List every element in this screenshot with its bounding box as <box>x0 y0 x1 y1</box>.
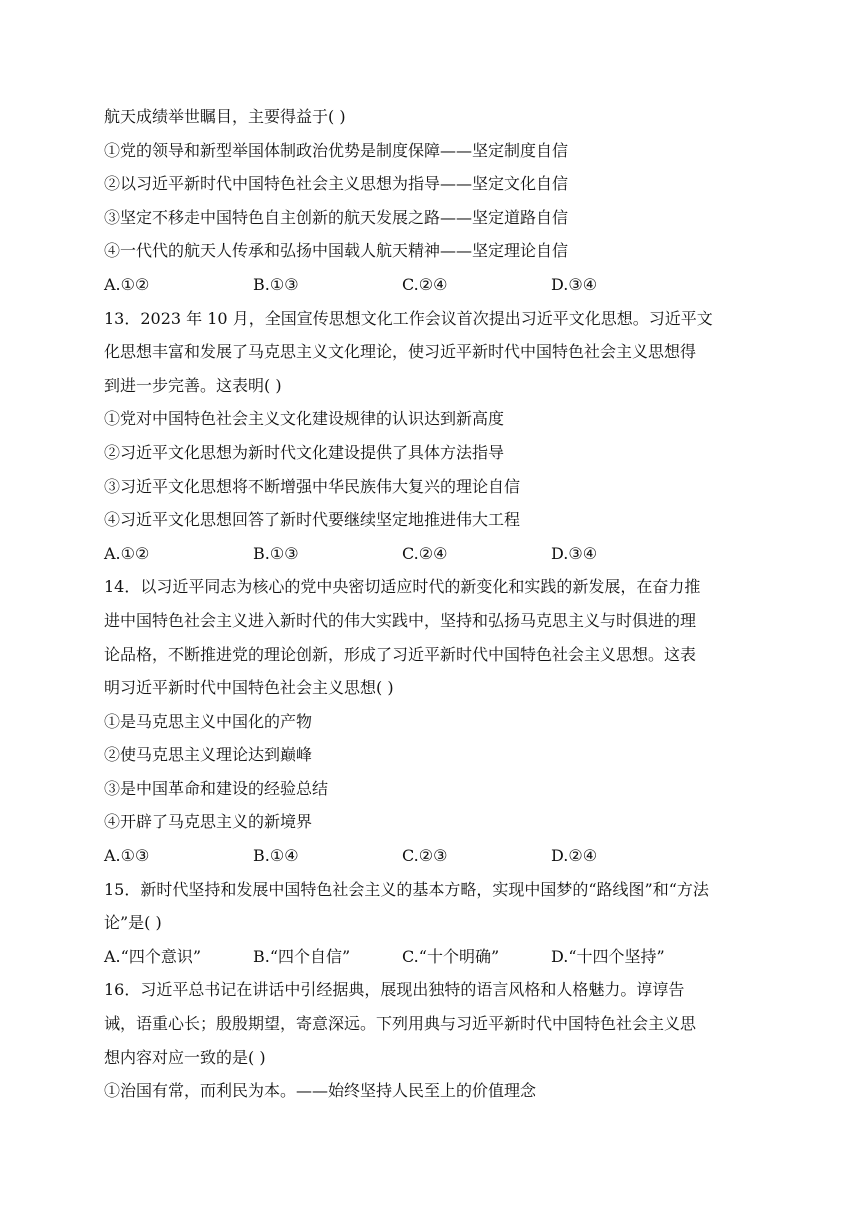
answer-choice-b: B.①③ <box>253 543 299 563</box>
question-text-line: 化思想丰富和发展了马克思主义文化理论，使习近平新时代中国特色社会主义思想得 <box>104 342 697 362</box>
answer-choice-c: C.②④ <box>402 543 448 563</box>
question-q14 <box>104 570 754 872</box>
question-text-line: 进中国特色社会主义进入新时代的伟大实践中，坚持和弘扬马克思主义与时俱进的理 <box>104 610 697 630</box>
question-text-line: ②习近平文化思想为新时代文化建设提供了具体方法指导 <box>104 442 505 462</box>
answer-choice-d: D.②④ <box>551 846 598 866</box>
answer-choices <box>104 940 754 974</box>
question-q15 <box>104 873 754 974</box>
answer-choice-d: D.③④ <box>551 274 598 294</box>
answer-choice-c: C.“十个明确” <box>402 946 500 966</box>
answer-choice-a: A.①③ <box>104 846 150 866</box>
answer-choice-c: C.②③ <box>402 846 448 866</box>
question-text-line: ①党对中国特色社会主义文化建设规律的认识达到新高度 <box>104 409 505 429</box>
answer-choice-b: B.“四个自信” <box>253 946 351 966</box>
question-text-line: ①党的领导和新型举国体制政治优势是制度保障——坚定制度自信 <box>104 140 569 160</box>
question-text-line: ④习近平文化思想回答了新时代要继续坚定地推进伟大工程 <box>104 510 521 530</box>
answer-choices <box>104 268 754 302</box>
question-text-line: ④一代代的航天人传承和弘扬中国载人航天精神——坚定理论自信 <box>104 241 569 261</box>
answer-choice-a: A.“四个意识” <box>104 946 202 966</box>
answer-choice-a: A.①② <box>104 274 150 294</box>
question-text-line: 到进一步完善。这表明( ) <box>104 375 282 395</box>
answer-choice-b: B.①④ <box>253 846 299 866</box>
question-text-line: 明习近平新时代中国特色社会主义思想( ) <box>104 678 394 698</box>
question-stem-line: 16．习近平总书记在讲话中引经据典，展现出独特的语言风格和人格魅力。谆谆告 <box>104 980 685 1000</box>
question-text-line: ③习近平文化思想将不断增强中华民族伟大复兴的理论自信 <box>104 476 521 496</box>
question-content <box>104 100 754 1108</box>
question-text-line: ①治国有常，而利民为本。——始终坚持人民至上的价值理念 <box>104 1081 537 1101</box>
answer-choice-d: D.“十四个坚持” <box>551 946 665 966</box>
question-text-line: 想内容对应一致的是( ) <box>104 1047 266 1067</box>
question-text-line: ③坚定不移走中国特色自主创新的航天发展之路——坚定道路自信 <box>104 207 569 227</box>
question-q13 <box>104 302 754 571</box>
question-stem-line: 航天成绩举世瞩目，主要得益于( ) <box>104 107 346 126</box>
answer-choices <box>104 839 754 873</box>
question-q12-tail <box>104 100 754 302</box>
question-text-line: ④开辟了马克思主义的新境界 <box>104 812 313 832</box>
question-stem-line: 13．2023 年 10 月，全国宣传思想文化工作会议首次提出习近平文化思想。习近平文 <box>104 308 713 328</box>
answer-choice-b: B.①③ <box>253 274 299 294</box>
answer-choice-c: C.②④ <box>402 274 448 294</box>
answer-choice-a: A.①② <box>104 543 150 563</box>
question-stem-line: 15．新时代坚持和发展中国特色社会主义的基本方略，实现中国梦的“路线图”和“方法 <box>104 879 709 899</box>
question-stem-line: 14．以习近平同志为核心的党中央密切适应时代的新变化和实践的新发展，在奋力推 <box>104 577 701 597</box>
question-text-line: ③是中国革命和建设的经验总结 <box>104 778 329 798</box>
answer-choice-d: D.③④ <box>551 543 598 563</box>
question-text-line: ②使马克思主义理论达到巅峰 <box>104 745 313 765</box>
answer-choices <box>104 537 754 571</box>
question-text-line: 论”是( ) <box>104 913 162 933</box>
question-text-line: 诫，语重心长；殷殷期望，寄意深远。下列用典与习近平新时代中国特色社会主义思 <box>104 1014 697 1034</box>
question-text-line: 论品格，不断推进党的理论创新，形成了习近平新时代中国特色社会主义思想。这表 <box>104 644 697 664</box>
question-q16 <box>104 973 754 1107</box>
question-text-line: ①是马克思主义中国化的产物 <box>104 711 313 731</box>
question-text-line: ②以习近平新时代中国特色社会主义思想为指导——坚定文化自信 <box>104 174 569 194</box>
